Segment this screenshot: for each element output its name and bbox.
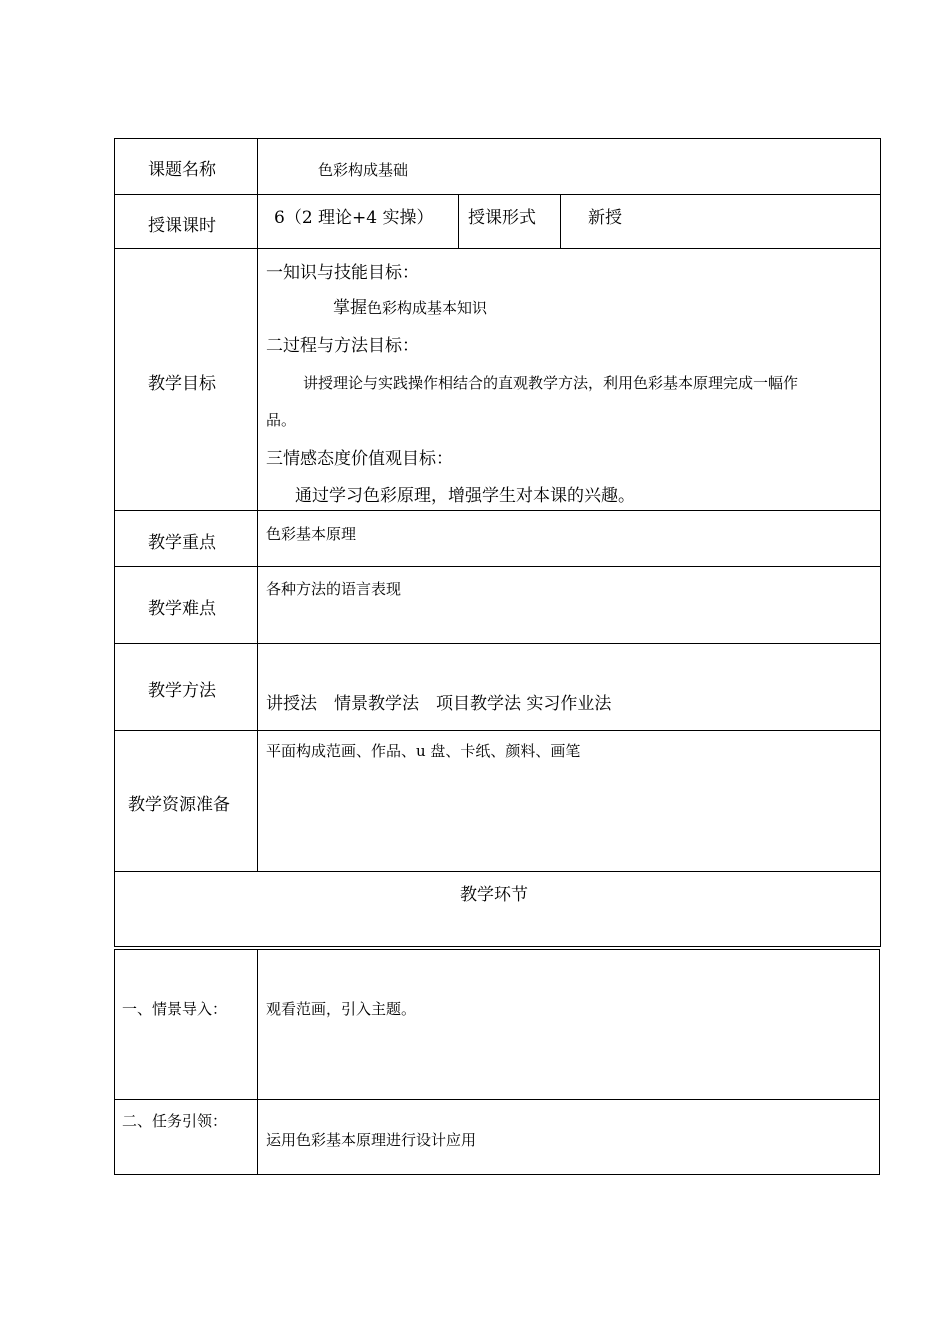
steps-border-right bbox=[879, 949, 880, 1175]
section-header: 教学环节 bbox=[460, 885, 528, 905]
keypoint-label: 教学重点 bbox=[148, 533, 216, 553]
keypoint-value: 色彩基本原理 bbox=[266, 525, 357, 543]
objective-knowledge-rest: 色彩构成基本知识 bbox=[367, 299, 488, 317]
row-divider-method bbox=[114, 730, 881, 731]
step-value-intro: 观看范画，引入主题。 bbox=[266, 1000, 417, 1018]
form-label: 授课形式 bbox=[468, 208, 536, 228]
form-value: 新授 bbox=[588, 208, 622, 228]
row-divider-keypoint bbox=[114, 566, 881, 567]
steps-border-left bbox=[114, 949, 115, 1175]
row-divider-objectives bbox=[114, 510, 881, 511]
table-border-top bbox=[114, 138, 881, 139]
difficulty-label: 教学难点 bbox=[148, 599, 216, 619]
objective-knowledge-text bbox=[333, 293, 487, 318]
step-label-intro: 一、情景导入： bbox=[122, 1000, 228, 1018]
row-divider-hours bbox=[114, 248, 881, 249]
objective-heading-attitude: 三情感态度价值观目标： bbox=[266, 449, 453, 469]
row-divider-topic bbox=[114, 194, 881, 195]
resources-label: 教学资源准备 bbox=[128, 795, 230, 815]
hours-label: 授课课时 bbox=[148, 216, 216, 236]
objective-process-line1: 讲授理论与实践操作相结合的直观教学方法，利用色彩基本原理完成一幅作 bbox=[303, 374, 799, 392]
steps-border-bottom bbox=[114, 1174, 880, 1175]
method-label: 教学方法 bbox=[148, 681, 216, 701]
step-value-task: 运用色彩基本原理进行设计应用 bbox=[266, 1131, 477, 1149]
form-value-divider bbox=[560, 194, 561, 249]
table-border-bottom bbox=[114, 946, 881, 947]
steps-column-divider bbox=[257, 949, 258, 1175]
hours-value: 6（2 理论+4 实操） bbox=[274, 208, 434, 228]
resources-value: 平面构成范画、作品、u 盘、卡纸、颜料、画笔 bbox=[266, 742, 581, 760]
objective-attitude-text: 通过学习色彩原理，增强学生对本课的兴趣。 bbox=[295, 486, 635, 506]
step-label-task: 二、任务引领： bbox=[122, 1112, 228, 1130]
difficulty-value: 各种方法的语言表现 bbox=[266, 580, 402, 598]
table-border-left bbox=[114, 138, 115, 947]
row-divider-difficulty bbox=[114, 643, 881, 644]
steps-row-divider bbox=[114, 1099, 880, 1100]
objectives-label: 教学目标 bbox=[148, 374, 216, 394]
objective-heading-process: 二过程与方法目标： bbox=[266, 336, 419, 356]
row-divider-resources bbox=[114, 871, 881, 872]
method-value: 讲授法 情景教学法 项目教学法 实习作业法 bbox=[266, 694, 612, 714]
table-border-right bbox=[880, 138, 881, 947]
steps-border-top bbox=[114, 949, 880, 950]
topic-value: 色彩构成基础 bbox=[318, 161, 409, 179]
objective-heading-knowledge: 一知识与技能目标： bbox=[266, 263, 419, 283]
hours-form-divider bbox=[458, 194, 459, 249]
objective-process-line2: 品。 bbox=[266, 411, 297, 429]
label-column-divider bbox=[257, 138, 258, 872]
objective-knowledge-emphasis: 掌握 bbox=[333, 298, 367, 318]
topic-label: 课题名称 bbox=[148, 160, 216, 180]
